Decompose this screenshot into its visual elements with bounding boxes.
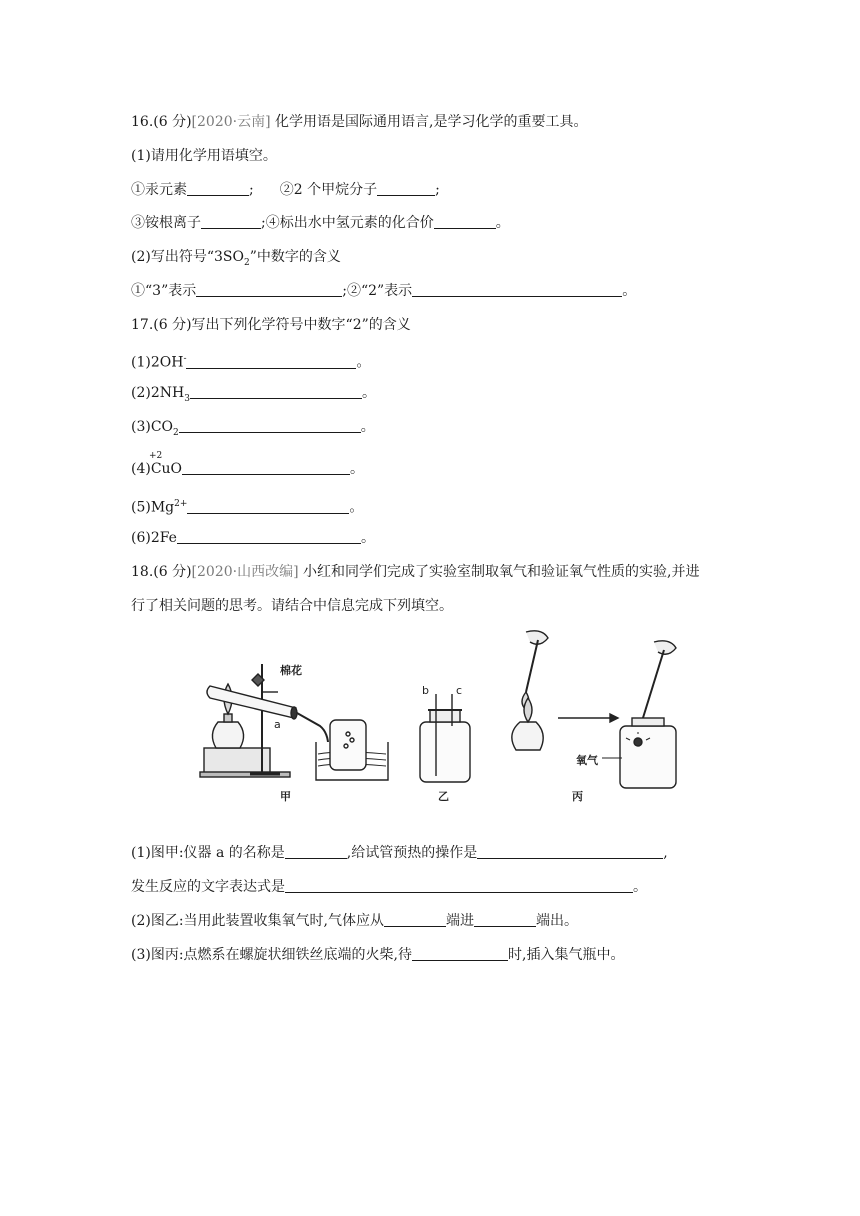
q18-stem-line1: 18.(6 分)[2020·山西改编] 小红和同学们完成了实验室制取氧气和验证氧气性质的实验,并进 (131, 564, 700, 580)
figure-bing-left (512, 631, 548, 750)
answer-blank[interactable] (179, 418, 361, 433)
q18-sub3: (3)图丙:点燃系在螺旋状细铁丝底端的火柴,待 时,插入集气瓶中。 (131, 947, 625, 963)
q16-row2: ③铵根离子 ;④标出水中氢元素的化合价 。 (131, 215, 510, 231)
q16-row3: ①“3”表示 ;②“2”表示 。 (131, 283, 637, 299)
figure-yi-bottle (420, 694, 470, 782)
answer-blank[interactable] (187, 499, 349, 514)
answer-blank[interactable] (384, 912, 446, 927)
label-a: a (274, 718, 281, 731)
answer-blank[interactable] (196, 282, 342, 297)
answer-blank[interactable] (412, 946, 508, 961)
q18-sub2: (2)图乙:当用此装置收集氧气时,气体应从 端进 端出。 (131, 913, 578, 929)
answer-blank[interactable] (201, 214, 261, 229)
answer-blank[interactable] (474, 912, 536, 927)
q16-source: [2020·云南] (191, 114, 271, 130)
answer-blank[interactable] (177, 529, 361, 544)
answer-blank[interactable] (182, 460, 350, 475)
answer-blank[interactable] (190, 384, 362, 399)
label-cotton: 棉花 (280, 664, 302, 677)
valence-mark: +2 (149, 451, 163, 461)
q18-source: [2020·山西改编] (191, 564, 299, 580)
answer-blank[interactable] (186, 354, 356, 369)
answer-blank[interactable] (285, 878, 633, 893)
answer-blank[interactable] (285, 844, 347, 859)
q16-row1: ①汞元素 ; ②2 个甲烷分子 ; (131, 182, 440, 198)
label-c: c (456, 684, 463, 697)
caption-jia: 甲 (280, 790, 291, 803)
answer-blank[interactable] (187, 181, 249, 196)
q18-stem-line2: 行了相关问题的思考。请结合中信息完成下列填空。 (131, 598, 453, 614)
q16-part1: (1)请用化学用语填空。 (131, 148, 277, 164)
answer-blank[interactable] (477, 844, 663, 859)
q17-item5: $(5)Mg^{2+}$ 。 (131, 499, 364, 516)
figure-jia-apparatus (200, 664, 388, 780)
experiment-figure (190, 622, 710, 812)
q17-item2: $(2)2NH_3$ 。 (131, 385, 376, 404)
answer-blank[interactable] (434, 214, 496, 229)
q17-stem: 17.(6 分)写出下列化学符号中数字“2”的含义 (131, 317, 411, 333)
answer-blank[interactable] (377, 181, 435, 196)
label-oxygen: 氧气 (576, 754, 598, 767)
caption-yi: 乙 (438, 790, 449, 803)
q16-stem: 16.(6 分)[2020·云南] 化学用语是国际通用语言,是学习化学的重要工具。 (131, 114, 588, 130)
q17-item3: $(3)CO_2$ 。 (131, 419, 375, 438)
q18-sub1-line1: (1)图甲:仪器 a 的名称是 ,给试管预热的操作是 , (131, 845, 668, 861)
q17-item1: (1)2OH- 。 (131, 354, 371, 371)
q17-item6: (6)2Fe 。 (131, 530, 375, 546)
caption-bing: 丙 (572, 790, 583, 803)
label-b: b (422, 684, 429, 697)
arrow (558, 714, 618, 722)
q18-sub1-line2: 发生反应的文字表达式是 。 (131, 879, 647, 895)
figure-bing-right (602, 641, 676, 788)
q16-part2: (2)写出符号“$3SO_2$”中数字的含义 (131, 249, 341, 268)
q17-item4: (4)CuO +2 。 (131, 459, 364, 479)
answer-blank[interactable] (412, 282, 622, 297)
